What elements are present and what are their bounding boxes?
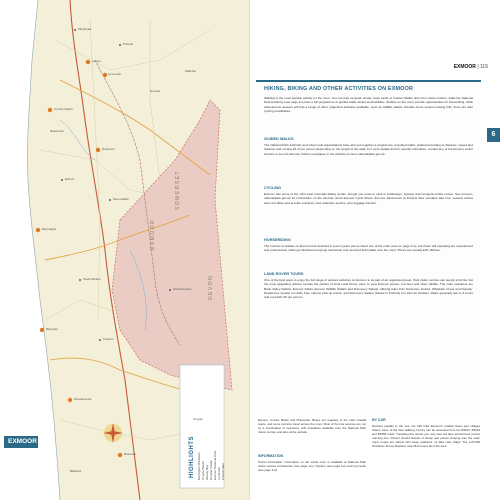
- map-section-tab: EXMOOR: [4, 436, 38, 448]
- information-text: Tourist information: Information on the whole moor is available at National Park visitor centres at Dulverton (see page 1xx), Dunster (see page 1xx) and Lynmouth (see page 1xx).: [258, 460, 366, 472]
- place-label: Bideford: [70, 469, 82, 473]
- by-car-text: Running parallel to the sea, the A39 links Exmoor's coastal towns and villages inland; some of the best walking country can be accessed from the B3223, B3224 and B3358 roads. Travelling this terrain you may spot red deer and Exmoor ponies roaming free. Drivers should beware of sheep and ponies straying onto the road; many routes are narrow with steep gradients, so take care. Maps: The 1:25,000 Ordnance Survey Explorer map OL9 covers all of the area.: [372, 424, 480, 448]
- place-label: Dunster: [150, 89, 161, 93]
- section-heading: HORSERIDING: [264, 238, 291, 242]
- highlights-title: HIGHLIGHTS: [189, 436, 195, 478]
- feature-box: [256, 80, 481, 417]
- feature-title: HIKING, BIKING AND OTHER ACTIVITIES ON EXMOOR: [264, 86, 414, 92]
- text-page: [250, 0, 500, 500]
- section-body: The number of stables on Exmoor has declined in recent years (we've listed one of the main ones on page 1xx), but those still operating are experienced and professional, offering individual and group instruction and escorted field walks onto the moor. Prices are usually £25–30/hour.: [264, 244, 473, 253]
- running-head: [454, 64, 488, 70]
- section-body: One of the best ways to enjoy the full range of outdoor activities on Exmoor is as part of an organized group. Park visitor centres can supply a full list, but the most appealing options include the parties of local Land Rover tours to view Exmoor ponies, red deer and other wildlife. The main operators are Barle Valley Safaris, Exmoor Safari, Exmoor Wildlife Safaris and Discovery Safaris, offering rides from Dulverton, Exford, Wheddon Cross and Dunster. Departures usually run daily from various pick-up points, and Discovery Safaris (based in Porlock) run trips for families. Rides generally last 2–3 hours and cost £20–35 per person.: [264, 278, 473, 300]
- page-number: 115: [480, 64, 488, 70]
- section-body: Exmoor has some of the UK's best mountain-biking terrain, though you need to stick to bridleways, byways and recognized bike routes. See exmoor-nationalpark.gov.uk for information on the 60-mile circuit Exmoor Cycle Route. Exmoor Adventures at Porlock Weir provides bike hire; several outlets also rent bikes and provide a delivery and collection service, plus luggage transfer.: [264, 192, 473, 205]
- place-label: Tiverton: [103, 337, 114, 341]
- highlight-item: Exmoor National Park: [213, 450, 217, 480]
- highlight-item: Burrington Plantation: [197, 451, 201, 480]
- place-label: Porlock: [123, 42, 134, 46]
- place-label: Woolacombe: [74, 397, 92, 401]
- section-heading: GUIDED WALKS: [264, 137, 294, 141]
- place-label: South Molton: [83, 277, 101, 281]
- region-label: DEVON: [208, 274, 214, 300]
- highlight-item: Croyde Beach: [201, 460, 205, 480]
- map-marker: [36, 228, 40, 232]
- map-marker: [96, 148, 100, 152]
- section-body: The National Park Authority and other local organizations have also put together a programme of guided walks, graded according to distance, speed and duration and costing £3–5 per person depending on the length of the walk. For more details and for specific schedules, contact any of the Exmoor visitor centres or see the Exmoor Visitor newspaper or the website exmoor-nationalpark.gov.uk.: [264, 143, 473, 156]
- feature-intro: Walking is the most popular activity on the moor. You can pick up good, simple route cards of 'Golden Walks' (£1) from visitor centres, while the National Park Authority (see page 1xx) has a full programme of guided walks aimed at all abilities. Stables on the moor provide opportunities for horseriding, while adventurous seekers will find a range of other organized activities available, such as wildlife safaris. Despite some serious looking hills, there are also cycling possibilities.: [264, 96, 473, 113]
- highlight-item: Porlock Weir: [221, 463, 225, 480]
- highlight-item: Woody Bay: [205, 464, 209, 480]
- place-label: Minehead: [78, 27, 92, 31]
- map-marker: [103, 73, 107, 77]
- place-label: Lynmouth: [108, 72, 122, 76]
- information-heading: INFORMATION: [258, 454, 284, 458]
- running-head-separator: |: [477, 64, 481, 70]
- map-marker: [86, 60, 90, 64]
- place-label: Ilfracombe: [50, 129, 65, 133]
- place-label: Lynton: [92, 59, 101, 63]
- map-marker: [118, 453, 122, 457]
- place-label: Croyde: [193, 417, 203, 421]
- place-label: Dulverton: [102, 147, 115, 151]
- section-heading: LAND ROVER TOURS: [264, 272, 304, 276]
- left-column-text: Exmoor, Combe Martin and Ilfracombe: Buses run regularly to the main coastal towns, and some services travel across the moor. Most of the bus services are run by a combination of operators, with timetables available from the National Park visitor centres, and also at the website.: [258, 418, 366, 434]
- place-label: Braunton: [124, 452, 137, 456]
- place-label: Exford: [65, 177, 74, 181]
- map-marker: [40, 328, 44, 332]
- running-head-section: EXMOOR: [453, 64, 476, 70]
- place-label: Combe Martin: [54, 107, 73, 111]
- highlight-item: Dunster Castle: [209, 460, 213, 480]
- place-label: Bampton: [46, 327, 59, 331]
- place-label: Watchet: [185, 69, 196, 73]
- highlight-item: Lynmouth: [217, 466, 221, 480]
- map-marker: [48, 108, 52, 112]
- bottom-columns: [256, 418, 481, 496]
- region-label: SOMERSET: [175, 169, 181, 210]
- map-marker: [68, 398, 72, 402]
- place-label: Wiveliscombe: [173, 287, 192, 291]
- place-label: Barnstaple: [42, 227, 57, 231]
- chapter-tab: 6: [487, 128, 500, 142]
- by-car-heading: BY CAR: [372, 418, 386, 422]
- place-label: Simonsbath: [113, 197, 129, 201]
- section-heading: CYCLING: [264, 186, 282, 190]
- region-label: EXMOOR: [150, 218, 156, 250]
